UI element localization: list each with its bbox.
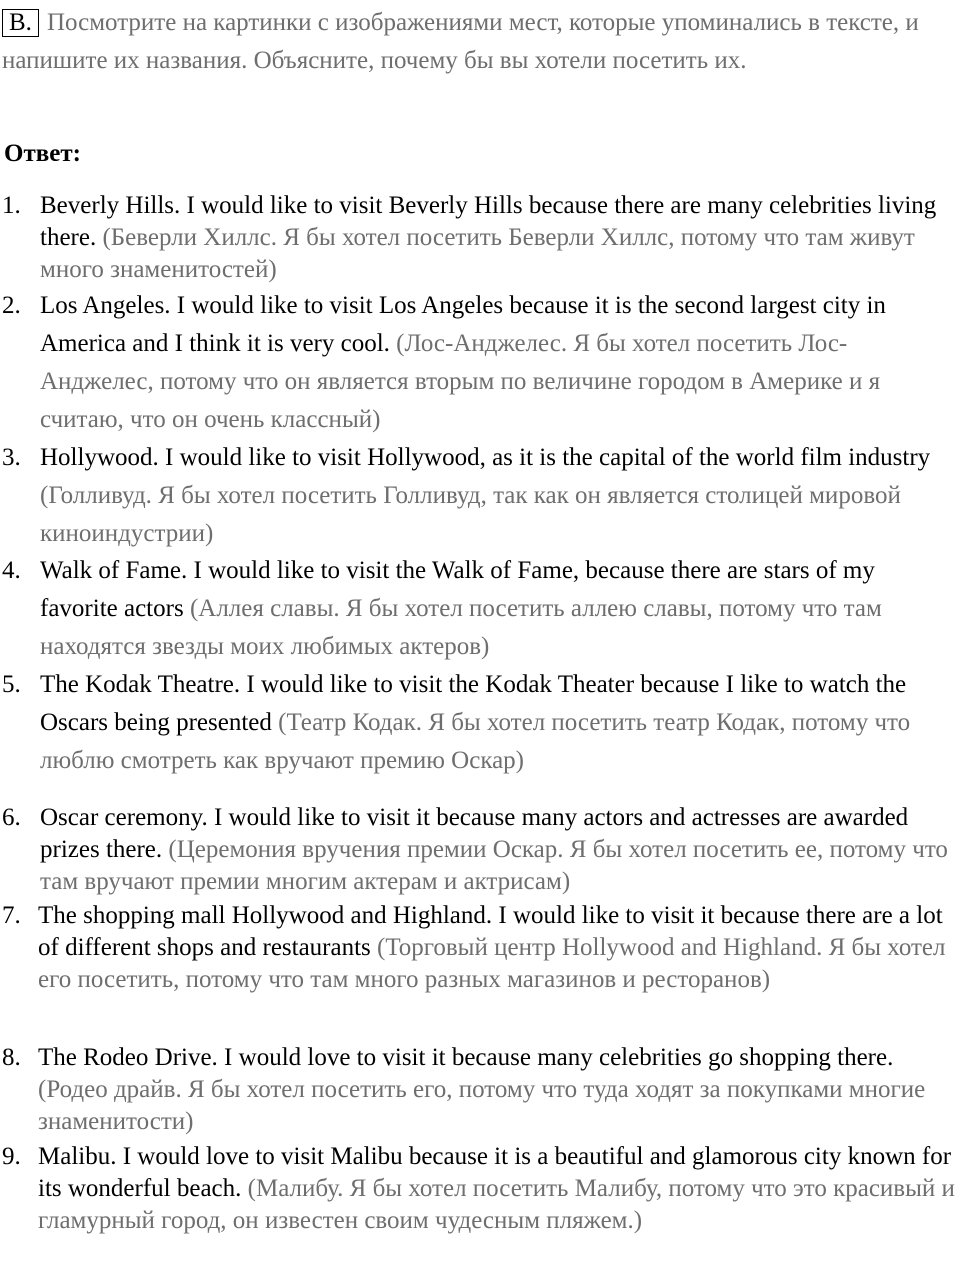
item-number: 9.: [2, 1143, 21, 1170]
item-text: [40, 190, 956, 286]
item-number: 2.: [2, 292, 21, 319]
item-english: Walk of Fame. I would like to visit the Walk of Fame, because there are stars of my favorite actors: [40, 557, 875, 622]
item-russian: (Церемония вручения премии Оскар. Я бы хотел посетить ее, потому что там вручают премии многим актерам и актрисам): [40, 836, 948, 895]
item-text: [38, 1042, 956, 1138]
item-text: [40, 666, 956, 780]
item-english: Los Angeles. I would like to visit Los Angeles because it is the second largest city in America and I think it is very cool.: [40, 292, 886, 357]
item-russian: (Родео драйв. Я бы хотел посетить его, потому что туда ходят за покупками многие знаменитости): [38, 1076, 926, 1135]
task-label: B.: [2, 9, 39, 37]
item-text: [38, 900, 956, 996]
item-number: 1.: [2, 192, 21, 219]
item-number: 5.: [2, 671, 21, 698]
item-number: 7.: [2, 902, 21, 929]
item-english: Hollywood. I would like to visit Hollywood, as it is the capital of the world film industry: [40, 444, 931, 471]
item-english: The Rodeo Drive. I would love to visit it because many celebrities go shopping there.: [38, 1044, 894, 1071]
item-number: 6.: [2, 804, 21, 831]
item-number: 4.: [2, 557, 21, 584]
item-russian: (Беверли Хиллс. Я бы хотел посетить Беверли Хиллс, потому что там живут много знаменитостей): [40, 224, 915, 283]
item-number: 8.: [2, 1044, 21, 1071]
item-russian: (Голливуд. Я бы хотел посетить Голливуд, так как он является столицей мировой киноиндустрии): [40, 482, 901, 547]
item-number: 3.: [2, 444, 21, 471]
item-english: The Kodak Theatre. I would like to visit the Kodak Theater because I like to watch the Oscars being presented: [40, 671, 907, 736]
item-english: Beverly Hills. I would like to visit Beverly Hills because there are many celebrities living there.: [40, 192, 937, 251]
item-text: [40, 802, 956, 898]
item-text: [40, 552, 956, 666]
task-instruction: [2, 4, 952, 80]
answer-heading: Ответ:: [4, 140, 81, 167]
item-english: Malibu. I would love to visit Malibu because it is a beautiful and glamorous city known for its wonderful beach.: [38, 1143, 952, 1202]
item-text: [40, 287, 956, 439]
item-text: [38, 1141, 956, 1237]
task-text: Посмотрите на картинки с изображениями мест, которые упоминались в тексте, и напишите их названия. Объясните, почему бы вы хотели посетить их.: [2, 9, 919, 74]
item-russian: (Театр Кодак. Я бы хотел посетить театр Кодак, потому что люблю смотреть как вручают премию Оскар): [40, 709, 911, 774]
item-russian: (Малибу. Я бы хотел посетить Малибу, потому что это красивый и гламурный город, он известен своим чудесным пляжем.): [38, 1175, 955, 1234]
item-english: Oscar ceremony. I would like to visit it because many actors and actresses are awarded prizes there.: [40, 804, 909, 863]
item-russian: (Лос-Анджелес. Я бы хотел посетить Лос-Анджелес, потому что он является вторым по величине городом в Америке и я считаю, что он очень классный): [40, 330, 881, 433]
item-russian: (Аллея славы. Я бы хотел посетить аллею славы, потому что там находятся звезды моих любимых актеров): [40, 595, 882, 660]
item-russian: (Торговый центр Hollywood and Highland. Я бы хотел его посетить, потому что там много разных магазинов и ресторанов): [38, 934, 946, 993]
item-text: [40, 439, 956, 553]
item-english: The shopping mall Hollywood and Highland. I would like to visit it because there are a lot of different shops and restaurants: [38, 902, 943, 961]
